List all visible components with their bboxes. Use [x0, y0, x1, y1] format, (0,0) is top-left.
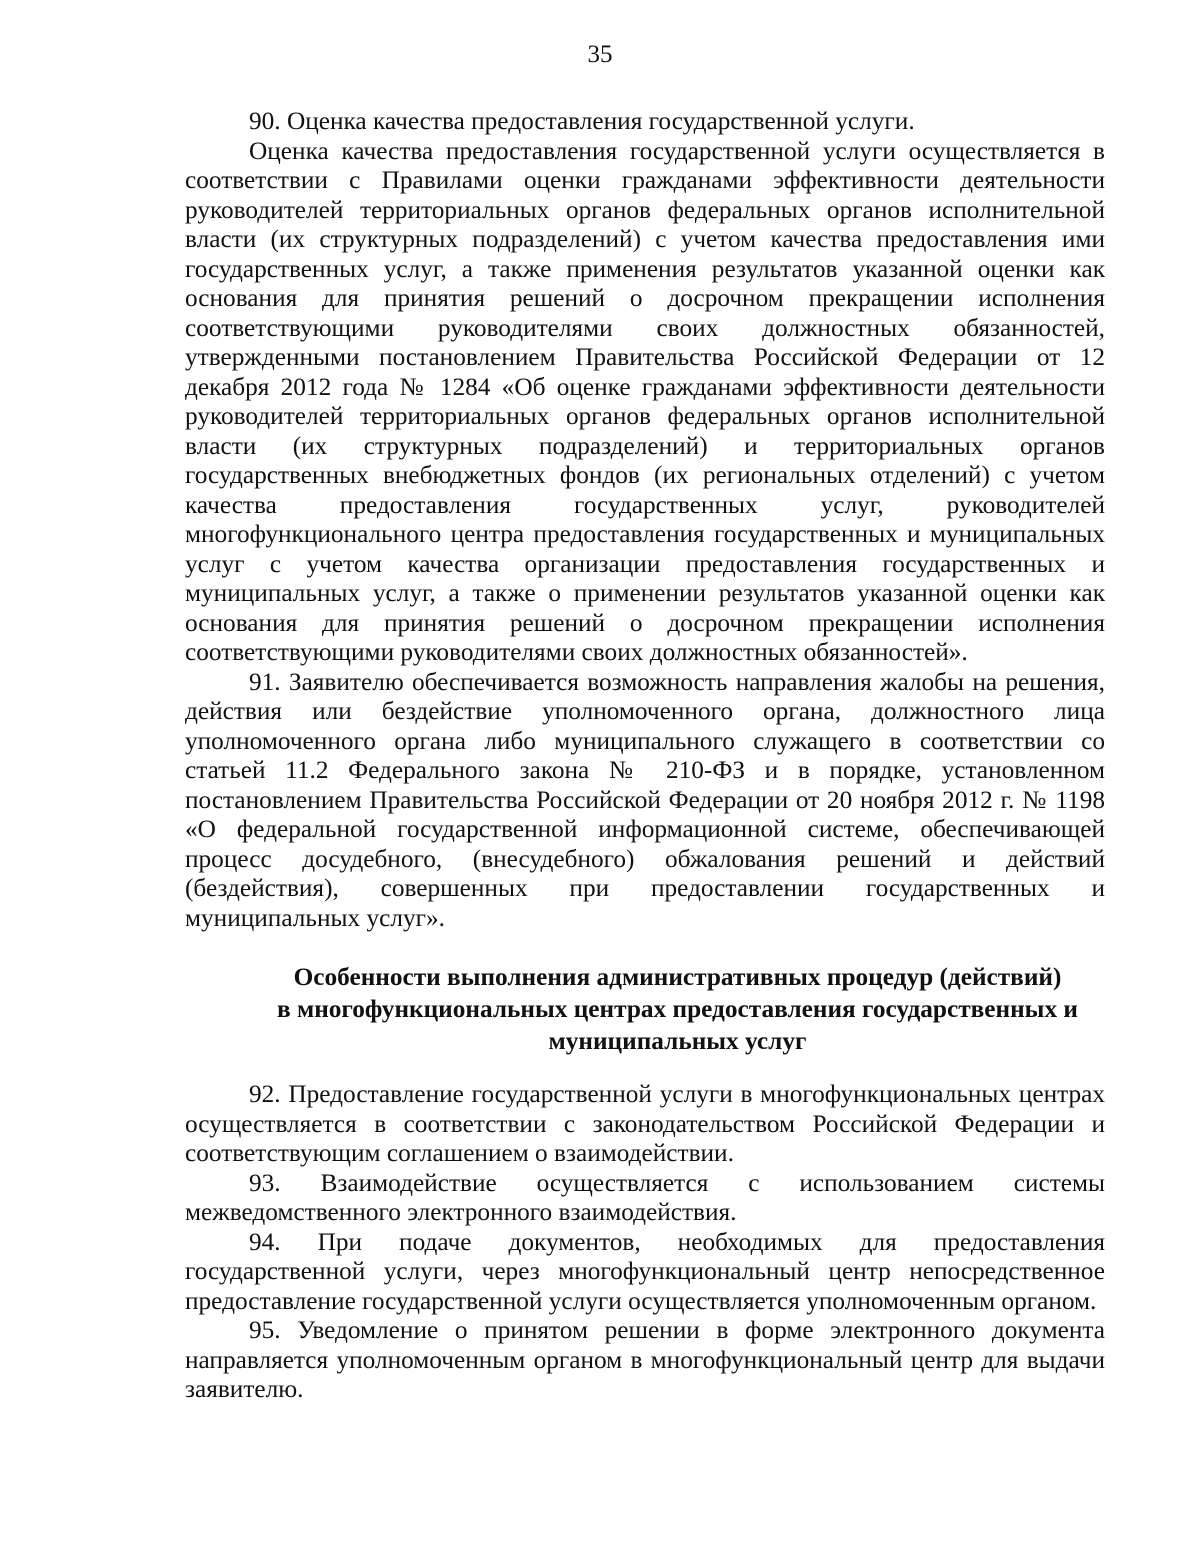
- paragraph-90-body: Оценка качества предоставления государственной услуги осуществляется в соответствии с Правилами оценки гражданами эффективности деятельности руководителей территориальных органов федеральных органов исполнительной власти (их структурных подразделений) с учетом качества предоставления ими государственных услуг, а также применения результатов указанной оценки как основания для принятия решений о досрочном прекращении исполнения соответствующими руководителями своих должностных обязанностей, утвержденными постановлением Правительства Российской Федерации от 12 декабря 2012 года № 1284 «Об оценке гражданами эффективности деятельности руководителей территориальных органов федеральных органов исполнительной власти (их структурных подразделений) и территориальных органов государственных внебюджетных фондов (их региональных отделений) с учетом качества предоставления государственных услуг, руководителей многофункционального центра предоставления государственных и муниципальных услуг с учетом качества организации предоставления государственных и муниципальных услуг, а также о применении результатов указанной оценки как основания для принятия решений о досрочном прекращении исполнения соответствующими руководителями своих должностных обязанностей».: [185, 136, 1105, 666]
- top-text-block: [185, 107, 1105, 933]
- section-heading-line-2: в многофункциональных центрах предоставления государственных и: [276, 995, 1078, 1023]
- paragraph-93: 93. Взаимодействие осуществляется с использованием системы межведомственного электронного взаимодействия.: [185, 1168, 1105, 1226]
- section-heading-line-1: Особенности выполнения административных процедур (действий): [293, 963, 1062, 991]
- paragraph-92: 92. Предоставление государственной услуги в многофункциональных центрах осуществляется в соответствии с законодательством Российской Федерации и соответствующим соглашением о взаимодействии.: [185, 1080, 1105, 1167]
- section-heading-line-3: муниципальных услуг: [548, 1027, 807, 1055]
- paragraph-95: 95. Уведомление о принятом решении в форме электронного документа направляется уполномоченным органом в многофункциональный центр для выдачи заявителю.: [185, 1316, 1105, 1403]
- paragraph-91: 91. Заявителю обеспечивается возможность направления жалобы на решения, действия или бездействие уполномоченного органа, должностного лица уполномоченного органа либо муниципального служащего в соответствии со статьей 11.2 Федерального закона № 210-ФЗ и в порядке, установленном постановлением Правительства Российской Федерации от 20 ноября 2012 г. № 1198 «О федеральной государственной информационной системе, обеспечивающей процесс досудебного, (внесудебного) обжалования решений и действий (бездействия), совершенных при предоставлении государственных и муниципальных услуг».: [185, 667, 1105, 932]
- section-heading: [185, 961, 1170, 1057]
- paragraph-94: 94. При подаче документов, необходимых для предоставления государственной услуги, через многофункциональный центр непосредственное предоставление государственной услуги осуществляется уполномоченным органом.: [185, 1227, 1105, 1315]
- paragraph-90-title: 90. Оценка качества предоставления государственной услуги.: [249, 107, 915, 135]
- bottom-text-block: [185, 1080, 1105, 1405]
- page-number: 35: [587, 41, 613, 68]
